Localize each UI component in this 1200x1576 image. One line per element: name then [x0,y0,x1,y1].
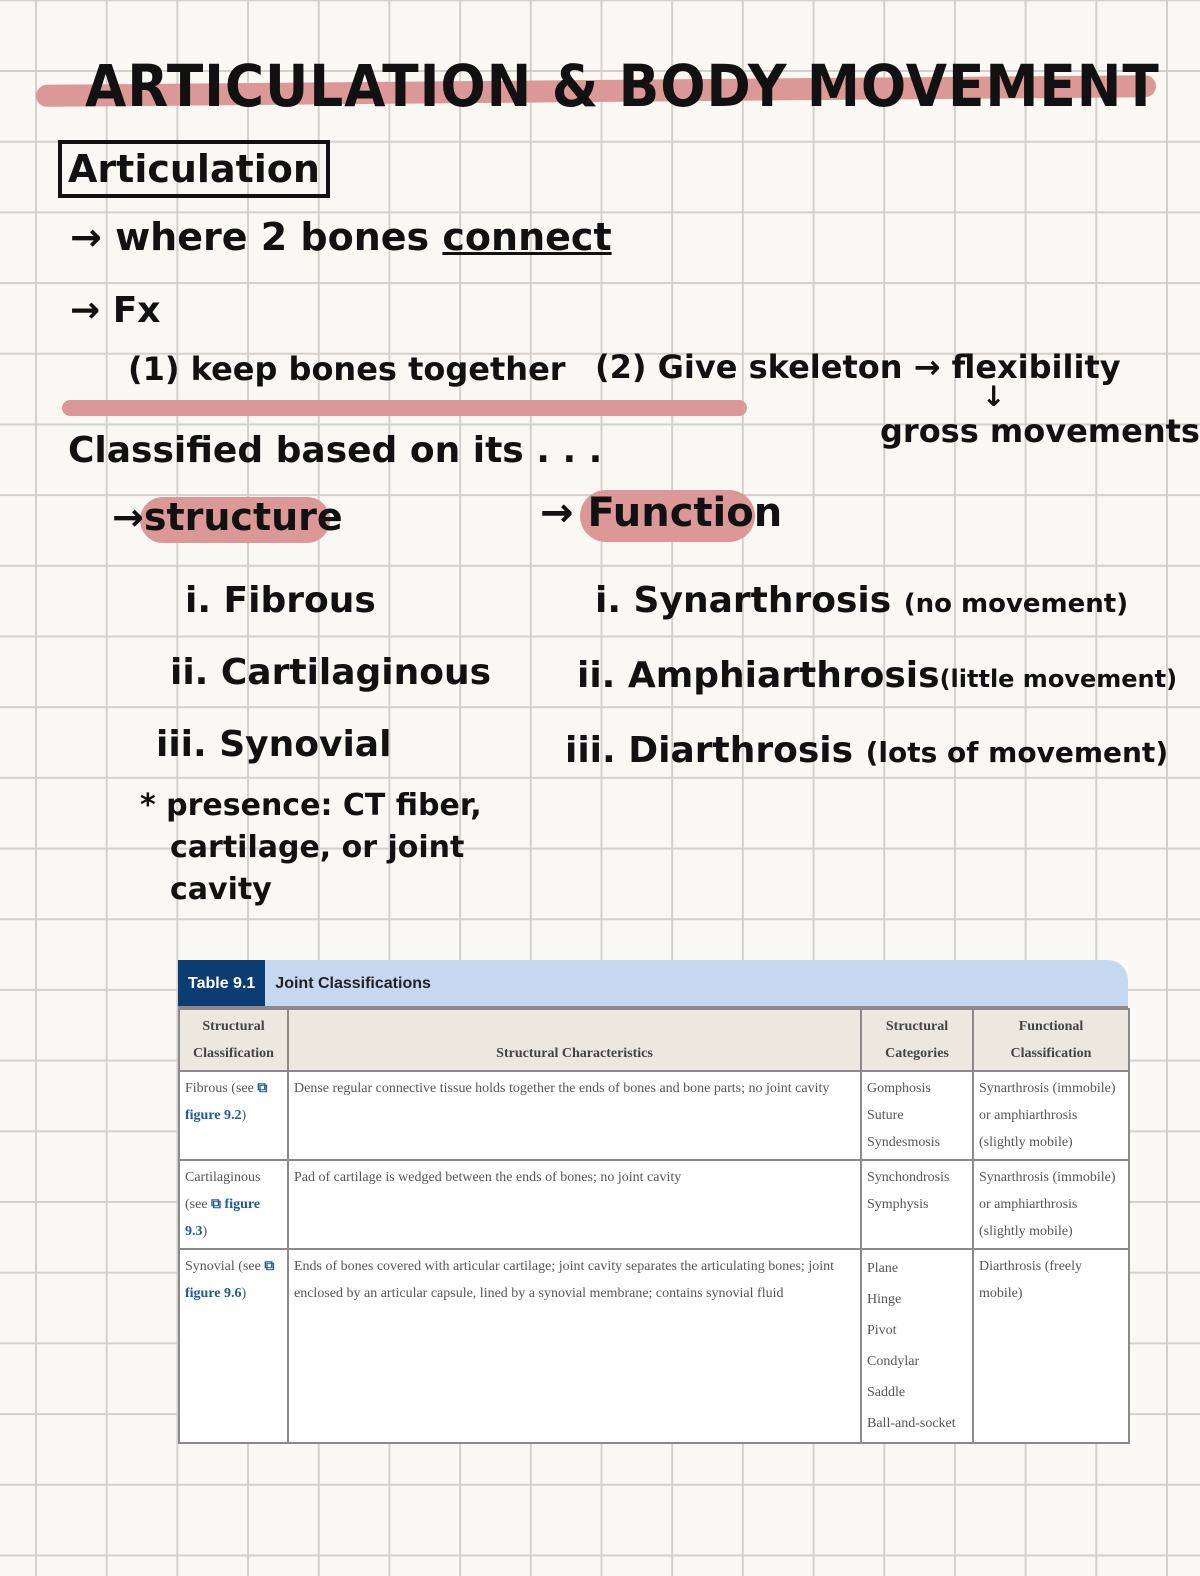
table-caption [178,960,1128,1008]
structure-note [140,785,482,911]
classified-text: Classified based on its . . . [68,430,603,471]
cell-categories [861,1249,973,1443]
note-line: * presence: CT fiber, [140,788,482,823]
col-header: Structural Classification [179,1009,288,1071]
table-title: Joint Classifications [275,975,431,992]
cell-class: Synovial (see ⧉ figure 9.6) [179,1249,288,1443]
col-header: Structural Characteristics [288,1009,861,1071]
external-link-icon: ⧉ [257,1081,268,1096]
structure-item: ii. Cartilaginous [170,652,492,693]
class-text: Cartilaginous (see [185,1170,261,1212]
function-list [565,565,1177,789]
col-header: Functional Classification [973,1009,1129,1071]
structure-item: iii. Synovial [156,724,392,765]
definition-underlined: connect [442,215,612,259]
category: Symphysis [867,1197,929,1212]
table-row [179,1249,1129,1443]
table-header-row [179,1009,1129,1071]
section-heading: Articulation [58,140,330,198]
figure-link[interactable]: figure 9.3 [185,1197,261,1239]
cell-characteristics: Dense regular connective tissue holds together the ends of bones and bone parts; no joint cavity [288,1071,861,1160]
fx-item-2b: gross movements [880,412,1200,450]
definition [70,215,612,259]
function-item-name: i. Synarthrosis [595,580,892,621]
class-text: Synovial (see [185,1259,261,1274]
function-item [565,640,1177,715]
figure-link[interactable]: figure 9.2 [185,1108,242,1123]
structure-list [150,565,491,781]
definition-text: where 2 bones [115,215,443,259]
col-header: Structural Categories [861,1009,973,1071]
table-row [179,1071,1129,1160]
function-item-note: (no movement) [903,589,1129,619]
note-line: cavity [170,872,272,907]
function-item-name: iii. Diarthrosis [565,730,854,771]
cell-characteristics: Pad of cartilage is wedged between the ends of bones; no joint cavity [288,1160,861,1249]
note-line: cartilage, or joint [170,830,465,865]
cell-categories [861,1071,973,1160]
page-title: ARTICULATION & BODY MOVEMENT [85,52,1160,120]
figure-link[interactable]: figure 9.6 [185,1286,242,1301]
function-item-name: ii. Amphiarthrosis [577,655,940,696]
external-link-icon: ⧉ [211,1197,222,1212]
cell-class: Cartilaginous (see ⧉ figure 9.3) [179,1160,288,1249]
function-item [565,565,1177,640]
category: Syndesmosis [867,1135,941,1150]
category: Pivot [867,1323,897,1338]
fx-label: → Fx [70,290,161,331]
divider-highlight [62,400,747,416]
category: Suture [867,1108,904,1123]
category: Synchondrosis [867,1170,950,1185]
category: Gomphosis [867,1081,931,1096]
category: Saddle [867,1385,906,1400]
function-item-note: (little movement) [939,665,1178,693]
function-label: → Function [540,490,783,536]
category: Plane [867,1261,899,1276]
function-item [565,715,1177,789]
cell-class: Fibrous (see ⧉ figure 9.2) [179,1071,288,1160]
cell-function: Synarthrosis (immobile) or amphiarthrosis (slightly mobile) [973,1160,1129,1249]
structure-item: i. Fibrous [185,580,376,621]
fx-item-1: (1) keep bones together [128,350,566,388]
category: Condylar [867,1354,920,1369]
category: Hinge [867,1292,902,1307]
cell-categories [861,1160,973,1249]
function-item-note: (lots of movement) [865,736,1169,769]
cell-function: Diarthrosis (freely mobile) [973,1249,1129,1443]
cell-characteristics: Ends of bones covered with articular cartilage; joint cavity separates the articulating bones; joint enclosed by an articular capsule, lined by a synovial membrane; contains synovial fluid [288,1249,861,1443]
arrow-icon: → [70,215,102,259]
cell-function: Synarthrosis (immobile) or amphiarthrosis (slightly mobile) [973,1071,1129,1160]
arrow-down-icon: ↓ [982,380,1006,413]
class-text: Fibrous (see [185,1081,254,1096]
table-number: Table 9.1 [178,960,265,1006]
joint-classification-table [178,960,1128,1444]
table-row [179,1160,1129,1249]
external-link-icon: ⧉ [264,1259,275,1274]
structure-label: →structure [112,495,343,539]
fx-item-2: (2) Give skeleton → flexibility [595,348,1121,386]
category: Ball-and-socket [867,1416,956,1431]
